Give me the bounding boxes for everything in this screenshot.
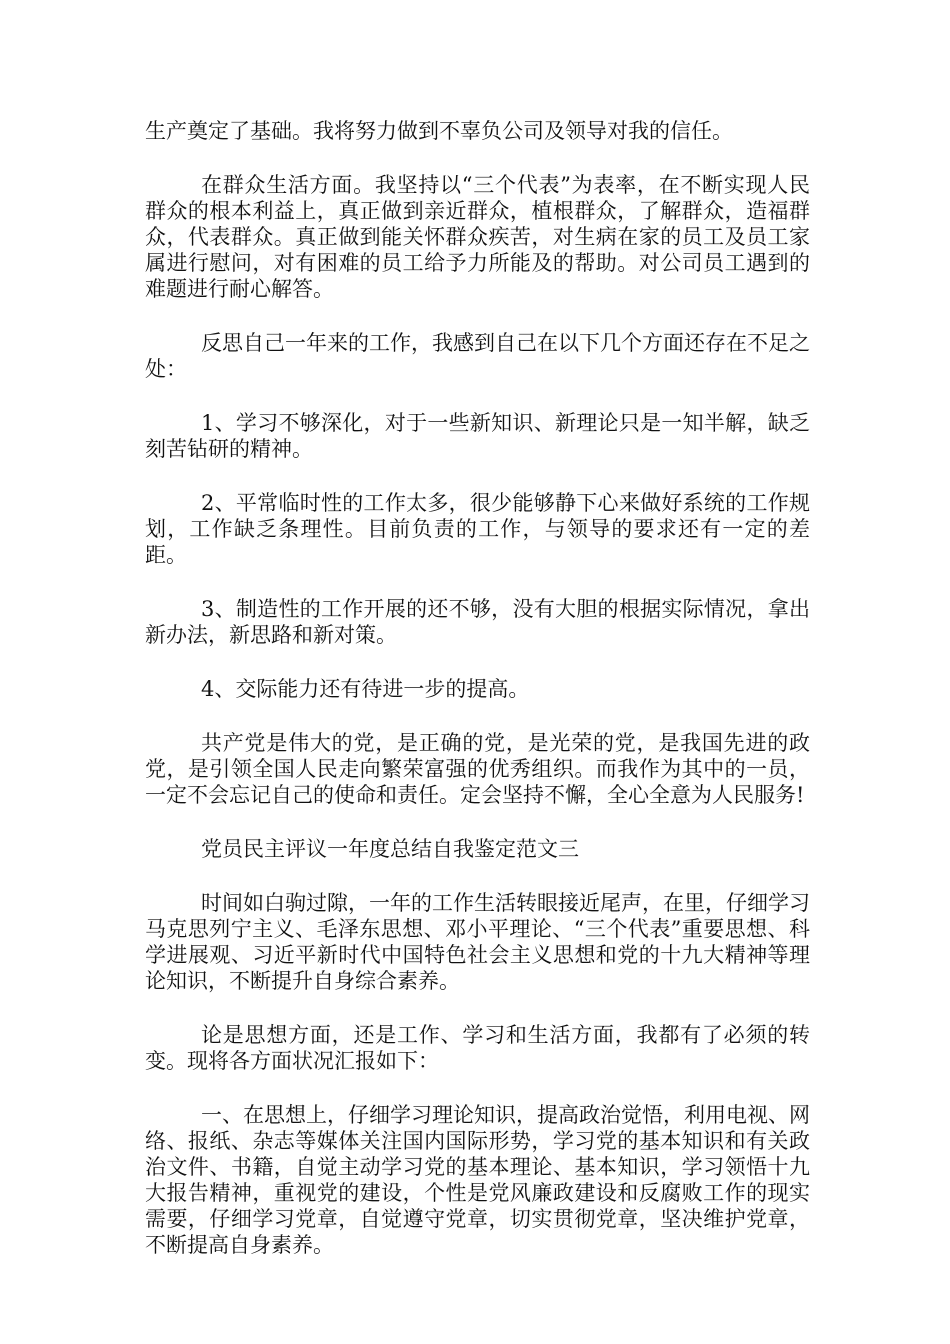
section-title: 党员民主评议一年度总结自我鉴定范文三: [201, 837, 579, 861]
document-body: [145, 118, 810, 1286]
paragraph-continuation: 生产奠定了基础。我将努力做到不辜负公司及领导对我的信任。: [145, 119, 733, 143]
paragraph-change: 论是思想方面，还是工作、学习和生活方面，我都有了必须的转变。现将各方面状况汇报如下：: [145, 1023, 810, 1073]
list-item-1: 1、学习不够深化，对于一些新知识、新理论只是一知半解，缺乏刻苦钻研的精神。: [145, 411, 810, 461]
paragraph-reflection: 反思自己一年来的工作，我感到自己在以下几个方面还存在不足之处：: [145, 331, 810, 381]
list-item-4: 4、交际能力还有待进一步的提高。: [201, 677, 530, 701]
paragraph-party: 共产党是伟大的党，是正确的党，是光荣的党，是我国先进的政党，是引领全国人民走向繁荣富强的优秀组织。而我作为其中的一员，一定不会忘记自己的使命和责任。定会坚持不懈，全心全意为人民服务!: [145, 731, 810, 807]
paragraph-time: 时间如白驹过隙，一年的工作生活转眼接近尾声，在里，仔细学习马克思列宁主义、毛泽东思想、邓小平理论、“三个代表”重要思想、科学进展观、习近平新时代中国特色社会主义思想和党的十九大精神等理论知识，不断提升自身综合素养。: [145, 891, 810, 993]
paragraph-ideology: 一、在思想上，仔细学习理论知识，提高政治觉悟，利用电视、网络、报纸、杂志等媒体关注国内国际形势，学习党的基本知识和有关政治文件、书籍，自觉主动学习党的基本理论、基本知识，学习领悟十九大报告精神，重视党的建设，个性是党风廉政建设和反腐败工作的现实需要，仔细学习党章，自觉遵守党章，切实贯彻党章，坚决维护党章，不断提高自身素养。: [145, 1103, 810, 1257]
list-item-3: 3、制造性的工作开展的还不够，没有大胆的根据实际情况，拿出新办法，新思路和新对策。: [145, 597, 810, 647]
paragraph-mass-life: 在群众生活方面。我坚持以“三个代表”为表率，在不断实现人民群众的根本利益上，真正做到亲近群众，植根群众，了解群众，造福群众，代表群众。真正做到能关怀群众疾苦，对生病在家的员工及员工家属进行慰问，对有困难的员工给予力所能及的帮助。对公司员工遇到的难题进行耐心解答。: [145, 173, 810, 301]
list-item-2: 2、平常临时性的工作太多，很少能够静下心来做好系统的工作规划，工作缺乏条理性。目前负责的工作，与领导的要求还有一定的差距。: [145, 491, 810, 567]
